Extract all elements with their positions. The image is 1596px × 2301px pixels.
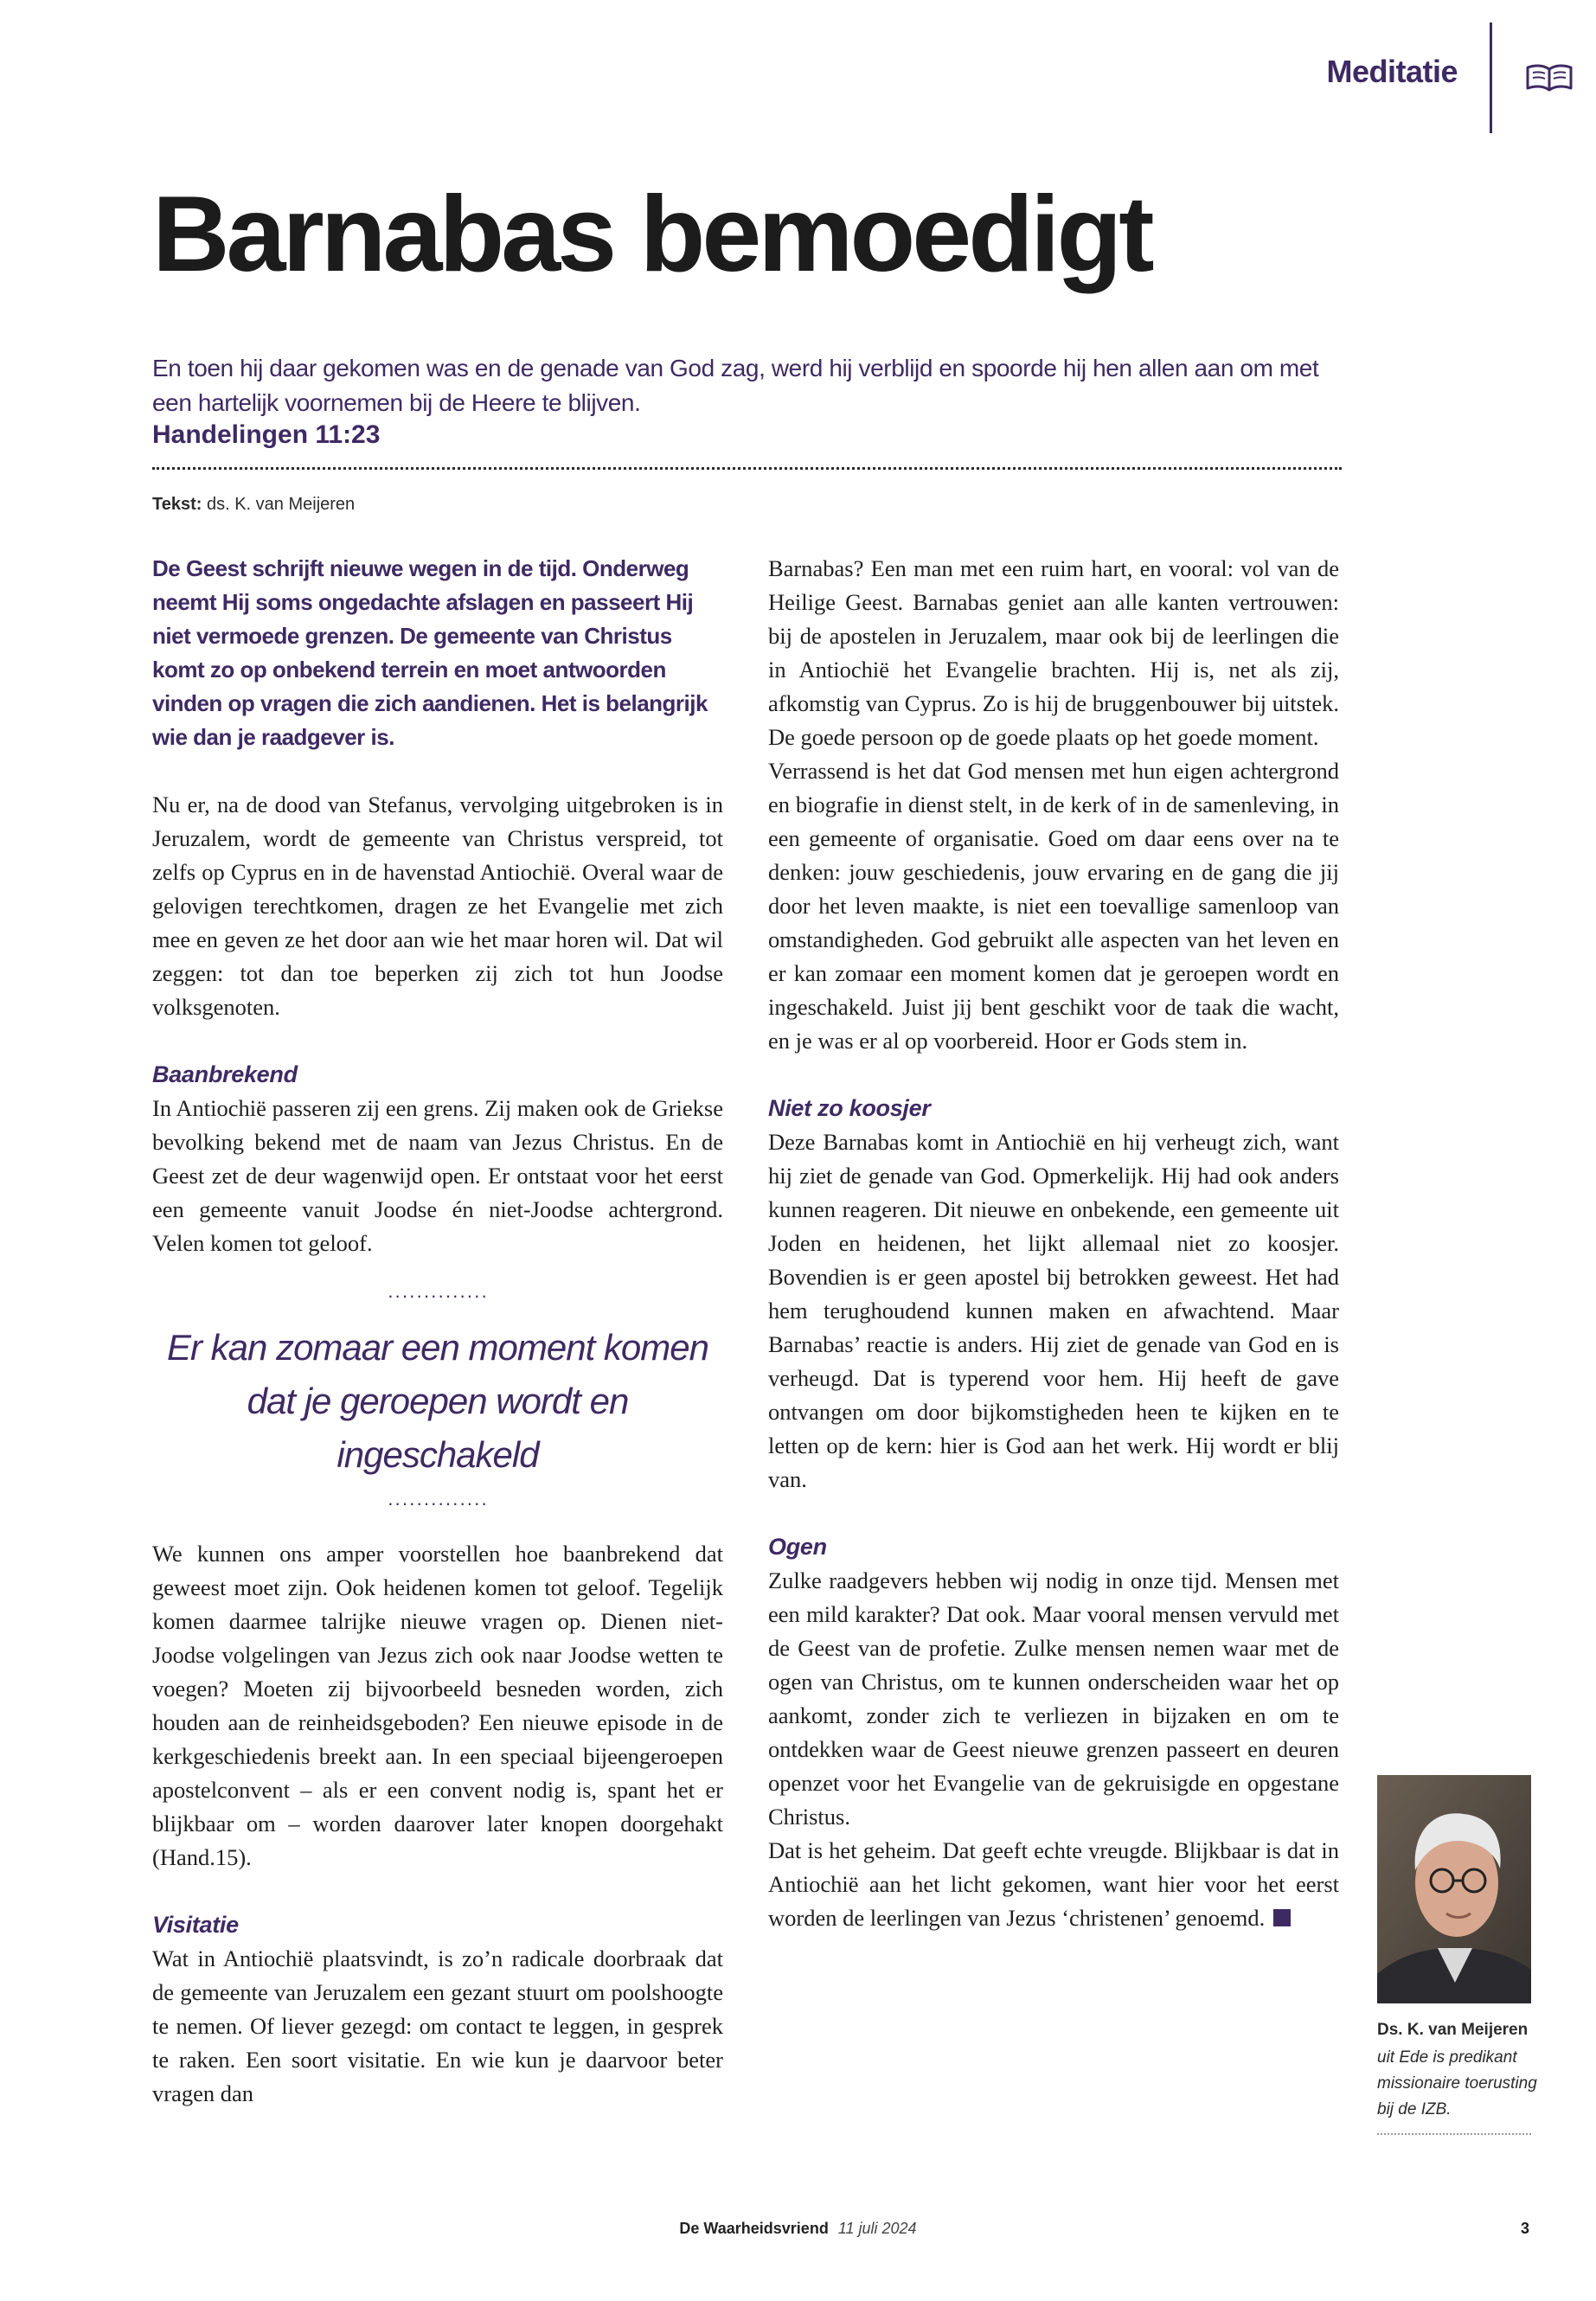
author-info: uit Ede is predikant missionaire toerusting bij de IZB. [1377, 2048, 1537, 2118]
paragraph-9 [768, 1834, 1339, 1935]
left-column [152, 552, 723, 2111]
paragraph-5: Barnabas? Een man met een ruim hart, en vooral: vol van de Heilige Geest. Barnabas geniet aan alle kanten vertrouwen: bij de apostelen in Jeruzalem, maar ook bij de leerlingen die in Antiochië het Evangelie brachten. Hij is, net als zij, afkomstig van Cyprus. Zo is hij de bruggenbouwer bij uitstek. De goede persoon op de goede plaats op het goede moment. [768, 555, 1339, 750]
subheading-ogen: Ogen [768, 1534, 827, 1560]
pull-quote-dots-bottom: ·············· [387, 1492, 489, 1514]
author-name: Ds. K. van Meijeren [1377, 2021, 1529, 2039]
paragraph-9-text: Dat is het geheim. Dat geeft echte vreugde. Blijkbaar is dat in Antiochië aan het licht gekomen, want hier voor het eerst worden de leerlingen van Jezus ‘christenen’ genoemd. [768, 1837, 1339, 1931]
pull-quote-text: Er kan zomaar een moment komen dat je geroepen wordt en ingeschakeld [167, 1327, 708, 1475]
byline [152, 495, 355, 515]
footer-magazine: De Waarheidsvriend [679, 2220, 829, 2237]
page-number: 3 [1521, 2220, 1530, 2237]
byline-label: Tekst: [152, 495, 202, 514]
paragraph-7: Deze Barnabas komt in Antiochië en hij verheugt zich, want hij ziet de genade van God. Opmerkelijk. Hij had ook anders kunnen reageren. Dit nieuwe en onbekende, een gemeente uit Joden en heidenen, het lijkt allemaal niet zo koosjer. Bovendien is er geen apostel bij betrokken geweest. Het had hem terughoudend kunnen maken en afwachtend. Maar Barnabas’ reactie is anders. Hij ziet de genade van God en is verheugd. Dat is typerend voor hem. Hij heeft de gave ontvangen om door bijkomstigheden heen te kijken en te letten op de kern: hier is God aan het werk. Hij wordt er blij van. [768, 1129, 1339, 1492]
footer [0, 2220, 1596, 2238]
article-title: Barnabas bemoedigt [152, 175, 1151, 294]
pull-quote [152, 1286, 723, 1513]
end-mark-icon [1273, 1909, 1291, 1926]
paragraph-3: We kunnen ons amper voorstellen hoe baanbrekend dat geweest moet zijn. Ook heidenen komen tot geloof. Tegelijk komen daarmee talrijke nieuwe vragen op. Dienen niet-Joodse volgelingen van Jezus zich ook naar Joodse wetten te voegen? Moeten zij bijvoorbeeld besneden worden, zich houden aan de reinheidsgeboden? Een nieuwe episode in de kerkgeschiedenis breekt aan. In een speciaal bijeengeroepen apostelconvent – als er een convent nodig is, spant het er blijkbaar om – worden daarover later knopen doorgehakt (Hand.15). [152, 1541, 723, 1870]
dotted-divider [152, 467, 1342, 470]
author-divider [1377, 2133, 1531, 2135]
subheading-baanbrekend: Baanbrekend [152, 1061, 298, 1087]
intro-paragraph: De Geest schrijft nieuwe wegen in de tijd. Onderweg neemt Hij soms ongedachte afslagen en passeert Hij niet vermoede grenzen. De gemeente van Christus komt zo op onbekend terrein en moet antwoorden vinden op vragen die zich aandienen. Het is belangrijk wie dan je raadgever is. [152, 555, 708, 750]
subheading-niet-zo-koosjer: Niet zo koosjer [768, 1095, 931, 1121]
paragraph-8: Zulke raadgevers hebben wij nodig in onze tijd. Mensen met een mild karakter? Dat ook. Maar vooral mensen vervuld met de Geest van de profetie. Zulke mensen nemen waar met de ogen van Christus, om te kunnen onderscheiden waar het op aankomt, zonder zich te verliezen in bijzaken en om te ontdekken waar de Geest nieuwe grenzen passeert en deuren openzet voor het Evangelie van de gekruisigde en opgestane Christus. [768, 1567, 1339, 1830]
author-photo [1377, 1775, 1531, 2003]
pull-quote-dots-top: ·············· [387, 1285, 489, 1306]
section-label: Meditatie [1326, 54, 1458, 89]
footer-date: 11 juli 2024 [837, 2220, 917, 2237]
subheading-visitatie: Visitatie [152, 1912, 239, 1938]
author-portrait-image [1377, 1775, 1531, 2003]
byline-author: ds. K. van Meijeren [206, 495, 356, 514]
paragraph-6: Verrassend is het dat God mensen met hun eigen achtergrond en biografie in dienst stelt, in de kerk of in de samenleving, in een gemeente of organisatie. Goed om daar eens over na te denken: jouw geschiedenis, jouw ervaring en de gang die jij door het leven maakte, is niet een toevallige samenloop van omstandigheden. God gebruikt alle aspecten van het leven en er kan zomaar een moment komen dat je geroepen wordt en ingeschakeld. Juist jij bent geschikt voor de taak die wacht, en je was er al op voorbereid. Hoor er Gods stem in. [768, 758, 1339, 1054]
paragraph-2: In Antiochië passeren zij een grens. Zij maken ook de Griekse bevolking bekend met de naam van Jezus Christus. En de Geest zet de deur wagenwijd open. Er ontstaat voor het eerst een gemeente vanuit Joodse én niet-Joodse achtergrond. Velen komen tot geloof. [152, 1095, 723, 1256]
paragraph-4: Wat in Antiochië plaatsvindt, is zo’n radicale doorbraak dat de gemeente van Jeruzalem een gezant stuurt om poolshoogte te nemen. Of liever gezegd: om contact te leggen, in gesprek te raken. Een soort visitatie. En wie kun je daarvoor beter vragen dan [152, 1945, 723, 2106]
bible-verse: En toen hij daar gekomen was en de genade van God zag, werd hij verblijd en spoorde hij hen allen aan om met een hartelijk voornemen bij de Heere te blijven. [152, 355, 1319, 416]
header-divider [1490, 22, 1492, 133]
right-column [768, 552, 1339, 1935]
open-book-icon [1524, 61, 1574, 95]
paragraph-1: Nu er, na de dood van Stefanus, vervolging uitgebroken is in Jeruzalem, wordt de gemeente van Christus verspreid, tot zelfs op Cyprus en in de havenstad Antiochië. Overal waar de gelovigen terechtkomen, dragen ze het Evangelie met zich mee en geven ze het door aan wie het maar horen wil. Dat wil zeggen: tot dan toe beperken zij zich tot hun Joodse volksgenoten. [152, 792, 723, 1020]
verse-reference: Handelingen 11:23 [152, 420, 381, 449]
